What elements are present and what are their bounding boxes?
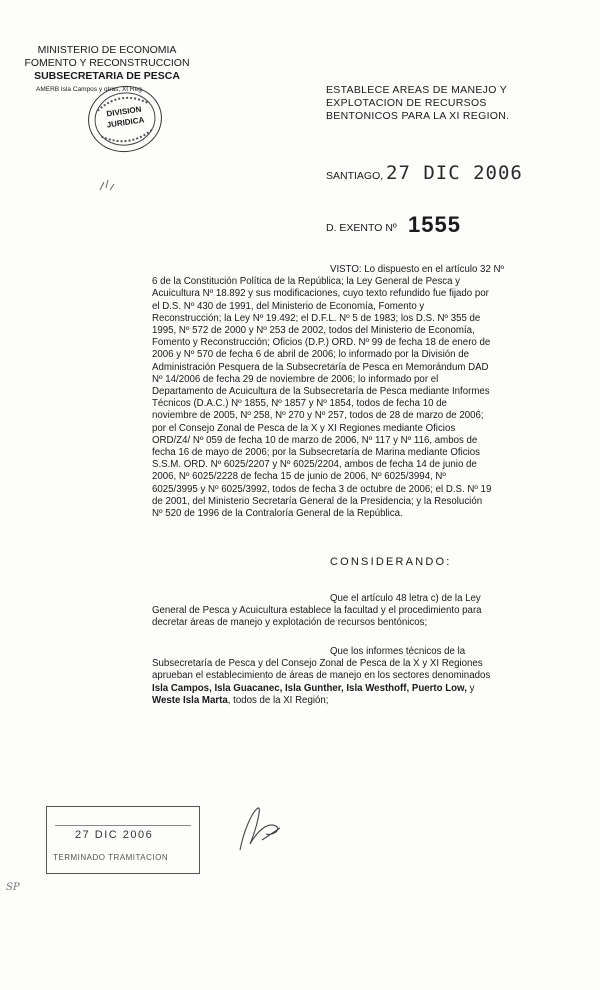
division-juridica-seal: [84, 81, 166, 157]
signature-icon: [232, 800, 292, 860]
visto-line: de 2001, del Ministerio Secretaría General de la Presidencia; y la Resolución: [152, 495, 483, 507]
considerando-1-line: General de Pesca y Acuicultura establece la facultad y el procedimiento para: [152, 605, 482, 617]
considerando-2-line: aprueban el establecimiento de áreas de manejo en los sectores denominados: [152, 670, 491, 682]
date-stamp: 27 DIC 2006: [386, 162, 523, 184]
visto-line: fecha 16 de mayo de 2006; por la Subsecretaría de Marina mediante Oficios: [152, 447, 480, 459]
header-subsecretaria: SUBSECRETARIA DE PESCA: [34, 70, 180, 82]
handwritten-mark-icon: [98, 178, 116, 192]
considerando-2-line: Que los informes técnicos de la: [330, 646, 466, 657]
visto-paragraph: [152, 264, 560, 520]
seal-text-top: DIVISION: [105, 104, 142, 119]
header-ministry: MINISTERIO DE ECONOMIA: [37, 44, 177, 56]
considerando-1-line: decretar áreas de manejo y explotación de recursos bentónicos;: [152, 617, 428, 629]
title-line-3: BENTONICOS PARA LA XI REGION.: [326, 110, 510, 122]
visto-line: Departamento de Acuicultura de la Subsecretaría de Pesca mediante Informes: [152, 386, 490, 398]
title-line-2: EXPLOTACION DE RECURSOS: [326, 97, 487, 109]
stamp-label: TERMINADO TRAMITACION: [53, 853, 169, 862]
stamp-top-rule: [55, 825, 191, 826]
visto-line: S.S.M. ORD. Nº 6025/2207 y Nº 6025/2204, ambos de fecha 14 de junio de: [152, 459, 477, 471]
considerando-heading: CONSIDERANDO:: [330, 556, 452, 568]
visto-line: 2006 y Nº 570 de fecha 6 de abril de 2006; lo informado por la División de: [152, 349, 469, 361]
header-fomento: FOMENTO Y RECONSTRUCCION: [24, 57, 190, 69]
considerando-2-line: [152, 683, 560, 695]
visto-line: noviembre de 2005, Nº 258, Nº 270 y Nº 257, todos de 28 de marzo de 2006;: [152, 410, 484, 422]
decree-number: 1555: [408, 212, 461, 237]
decree-title: [326, 84, 556, 123]
visto-line: Reconstrucción; la Ley Nº 19.492; el D.F.L. Nº 5 de 1983; los D.S. Nº 355 de: [152, 312, 481, 324]
sector-weste-isla-marta: Weste Isla Marta: [152, 694, 228, 706]
region-text: , todos de la XI Región;: [227, 694, 329, 706]
visto-line: 6025/3995 y Nº 6025/3992, todos de fecha 3 de octubre de 2006; el D.S. Nº 19: [152, 483, 492, 495]
visto-line: por el Consejo Zonal de Pesca de la X y XI Regiones mediante Oficios: [152, 422, 456, 434]
visto-line: Administración Pesquera de la Subsecretaría de Pesca en Memorándum DAD: [152, 361, 489, 373]
stamp-date: 27 DIC 2006: [75, 829, 154, 841]
header-reference: AMERB Isla Campos y otras, XI Reg.: [36, 86, 144, 93]
visto-line: ORD/Z4/ Nº 059 de fecha 10 de marzo de 2006, Nº 117 y Nº 116, ambos de: [152, 434, 478, 446]
considerando-paragraph-2: [152, 646, 560, 707]
title-line-1: ESTABLECE AREAS DE MANEJO Y: [326, 84, 508, 96]
sectors-list-tail: y: [466, 682, 475, 694]
visto-line: el D.S. Nº 430 de 1991, del Ministerio de Economía, Fomento y: [152, 300, 425, 312]
seal-text-bottom: JURIDICA: [106, 115, 145, 130]
considerando-2-line: [152, 695, 560, 707]
place-date: [326, 162, 566, 192]
decree-label: D. EXENTO Nº: [326, 222, 397, 234]
visto-line: Fomento y Reconstrucción; Oficios (D.P.) ORD. Nº 99 de fecha 18 de enero de: [152, 337, 491, 349]
visto-line: 6 de la Constitución Política de la República; la Ley General de Pesca y: [152, 276, 461, 288]
city: SANTIAGO,: [326, 170, 384, 182]
considerando-2-line: Subsecretaría de Pesca y del Consejo Zonal de Pesca de la X y XI Regiones: [152, 658, 483, 670]
margin-mark: SP: [6, 882, 20, 893]
visto-line: Nº 14/2006 de fecha 29 de noviembre de 2006; lo informado por el: [152, 373, 439, 385]
visto-line: VISTO: Lo dispuesto en el artículo 32 Nº: [330, 264, 505, 275]
considerando-1-line: Que el artículo 48 letra c) de la Ley: [330, 593, 481, 604]
visto-line: Acuicultura Nº 18.892 y sus modificaciones, cuyo texto refundido fue fijado por: [152, 288, 489, 300]
tramitacion-stamp: [46, 806, 200, 874]
visto-line: 1995, Nº 572 de 2000 y Nº 253 de 2002, todos del Ministerio de Economía,: [152, 325, 475, 337]
visto-line: Nº 520 de 1996 de la Contraloría General de la República.: [152, 508, 403, 520]
sectors-list: Isla Campos, Isla Guacanec, Isla Gunther, Isla Westhoff, Puerto Low,: [152, 682, 467, 694]
visto-line: Técnicos (D.A.C.) Nº 1855, Nº 1857 y Nº 1854, todos de fecha 10 de: [152, 398, 447, 410]
visto-line: 2006, Nº 6025/2228 de fecha 15 de junio de 2006, Nº 6025/3994, Nº: [152, 471, 446, 483]
considerando-paragraph-1: [152, 593, 560, 630]
decree-number-block: [326, 212, 526, 240]
